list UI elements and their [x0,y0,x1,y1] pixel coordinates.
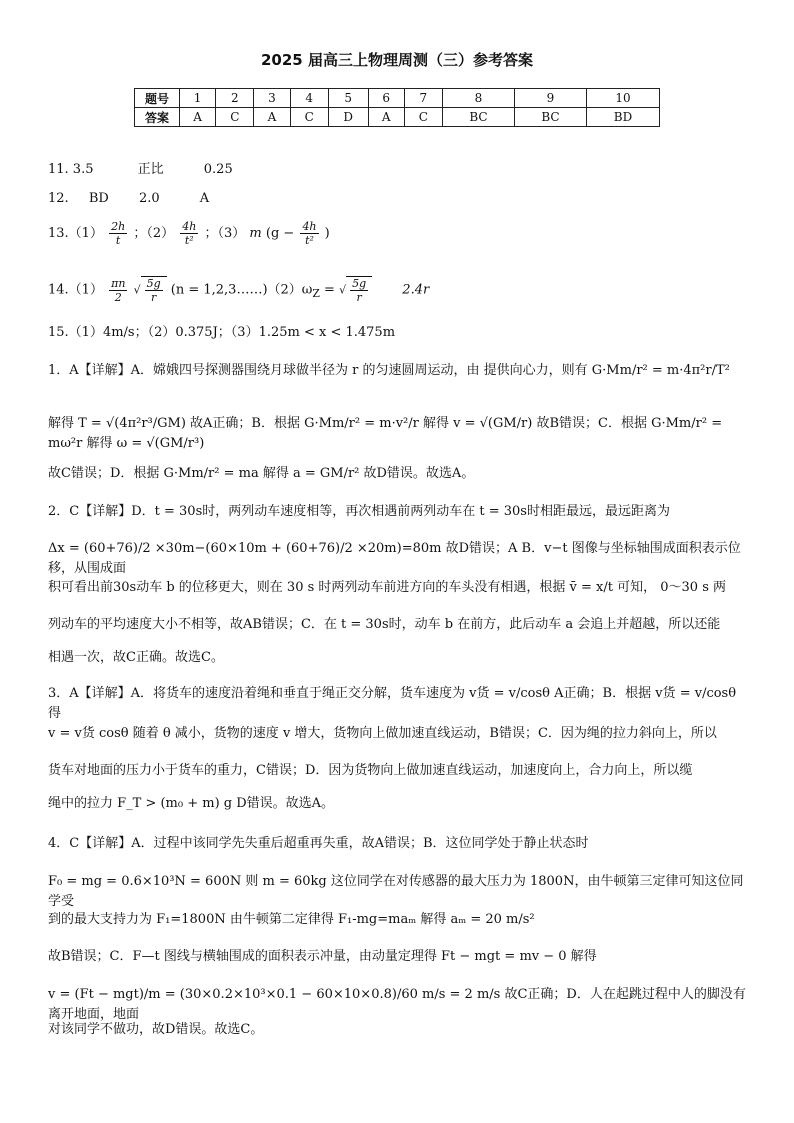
explanation-2-line: 2．C【详解】D．t = 30s时，两列动车速度相等，再次相遇前两列动车在 t = 30s时相距最远，最远距离为 [48,504,670,519]
answer-text: (g − [265,226,295,241]
answer-line-13 [48,220,754,247]
explanation-2-line: 相遇一次，故C正确。故选C。 [48,650,224,665]
answer-table [134,88,660,127]
fraction: $\frac{2h}{t}$ [111,220,126,247]
answer-line-15: 15.（1）4m/s；（2）0.375J；（3）1.25m < x < 1.475m [48,325,396,340]
sqrt-expression: √ $\frac{5g}{r}$ [339,276,372,304]
fraction: $\frac{\pi n}{2}$ [111,276,126,304]
explanation-4-line: 4．C【详解】A．过程中该同学先失重后超重再失重，故A错误；B．这位同学处于静止状态时 [48,836,589,851]
answer-text: 13.（1） [48,226,103,241]
table-cell: 7 [404,89,442,108]
table-cell: BD [587,108,660,127]
table-header-cell: 题号 [135,89,180,108]
answer-text: 11. 3.5 [48,162,94,177]
table-cell: 4 [290,89,328,108]
table-cell: 6 [368,89,404,108]
explanation-2-line: 积可看出前30s动车 b 的位移更大，则在 30 s 时两列动车前进方向的车头没有相遇，根据 v̄ = x/t 可知， 0～30 s 两 [48,580,726,595]
answer-text: BD [88,191,109,206]
answer-line-11 [48,160,754,180]
fraction: $\frac{4h}{\text{t²}}$ [302,220,317,247]
subscript: Z [312,287,320,301]
answer-text: ；（3） [204,226,246,241]
explanation-1-line: 解得 T = √(4π²r³/GM) 故A正确；B．根据 G·Mm/r² = m·v²/r 解得 v = √(GM/r) 故B错误；C．根据 G·Mm/r² = mω²r 解得 ω = √(GM/r³) [48,416,723,451]
fraction: $\frac{4h}{\text{t²}}$ [182,220,197,247]
table-cell: A [368,108,404,127]
table-cell: 1 [180,89,216,108]
answer-text: A [199,191,210,206]
answer-text: 12. [48,191,69,206]
explanation-1-line: 故C错误；D．根据 G·Mm/r² = ma 解得 a = GM/r² 故D错误。故选A。 [48,466,475,481]
table-cell: 3 [254,89,290,108]
explanation-4-line: v = (Ft − mgt)/m = (30×0.2×10³×0.1 − 60×10×0.8)/60 m/s = 2 m/s 故C正确；D．人在起跳过程中人的脚没有离开地面，地面 [48,987,746,1022]
table-cell: 5 [328,89,368,108]
explanation-2-line: Δx = (60+76)/2 ×30m−(60×10m + (60+76)/2 ×20m)=80m 故D错误；A B．v−t 图像与坐标轴围成面积表示位移，从围成面 [48,541,741,576]
table-cell: C [290,108,328,127]
table-row [135,89,660,108]
table-cell: 10 [587,89,660,108]
explanation-4-line: F₀ = mg = 0.6×10³N = 600N 则 m = 60kg 这位同学在对传感器的最大压力为 1800N，由牛顿第三定律可知这位同学受 [48,874,744,909]
explanation-1-line: 1．A【详解】A．嫦娥四号探测器围绕月球做半径为 r 的匀速圆周运动，由 提供向心力，则有 G·Mm/r² = m·4π²r/T² [48,363,730,378]
explanation-3-line: 3．A【详解】A．将货车的速度沿着绳和垂直于绳正交分解，货车速度为 v货 = v/cosθ A正确；B．根据 v货 = v/cosθ 得 [48,686,737,721]
explanation-4-line: 到的最大支持力为 F₁=1800N 由牛顿第二定律得 F₁-mg=maₘ 解得 aₘ = 20 m/s² [48,912,535,927]
answer-text: m [249,226,262,241]
page-title: 2025 届高三上物理周测（三）参考答案 [261,51,533,69]
explanation-2-line: 列动车的平均速度大小不相等，故AB错误；C．在 t = 30s时，动车 b 在前方，此后动车 a 会追上并超越，所以还能 [48,617,721,632]
answer-text: 0.25 [203,162,233,177]
answer-text: 正比 [137,162,164,177]
table-row [135,108,660,127]
table-cell: D [328,108,368,127]
table-cell: C [216,108,254,127]
table-cell: 8 [442,89,514,108]
answer-text: ；（2） [133,226,175,241]
table-cell: A [254,108,290,127]
table-cell: C [404,108,442,127]
answer-text: (n = 1,2,3……)（2）ω [170,282,313,298]
table-cell: BC [514,108,586,127]
explanation-3-line: v = v货 cosθ 随着 θ 减小，货物的速度 v 增大，货物向上做加速直线运动，B错误；C．因为绳的拉力斜向上，所以 [48,726,717,741]
explanation-3-line: 绳中的拉力 F_T > (m₀ + m) g D错误。故选A。 [48,796,335,811]
answer-text: 2.4r [402,282,430,298]
sqrt-expression: √ $\frac{5g}{r}$ [134,276,167,304]
table-cell: 2 [216,89,254,108]
table-cell: A [180,108,216,127]
answer-text: 2.0 [138,191,160,206]
answer-text: ) [324,226,330,241]
answer-text: 14.（1） [48,282,103,298]
answer-line-14 [48,276,754,304]
table-cell: 9 [514,89,586,108]
answer-line-12 [48,189,754,209]
explanation-4-line: 故B错误；C．F—t 图线与横轴围成的面积表示冲量，由动量定理得 Ft − mgt = mv − 0 解得 [48,949,597,964]
explanation-3-line: 货车对地面的压力小于货车的重力，C错误；D．因为货物向上做加速直线运动，加速度向上，合力向上，所以缆 [48,763,693,778]
table-cell: BC [442,108,514,127]
table-header-cell: 答案 [135,108,180,127]
explanation-4-line: 对该同学不做功，故D错误。故选C。 [48,1022,264,1037]
answer-text: = [319,282,335,298]
